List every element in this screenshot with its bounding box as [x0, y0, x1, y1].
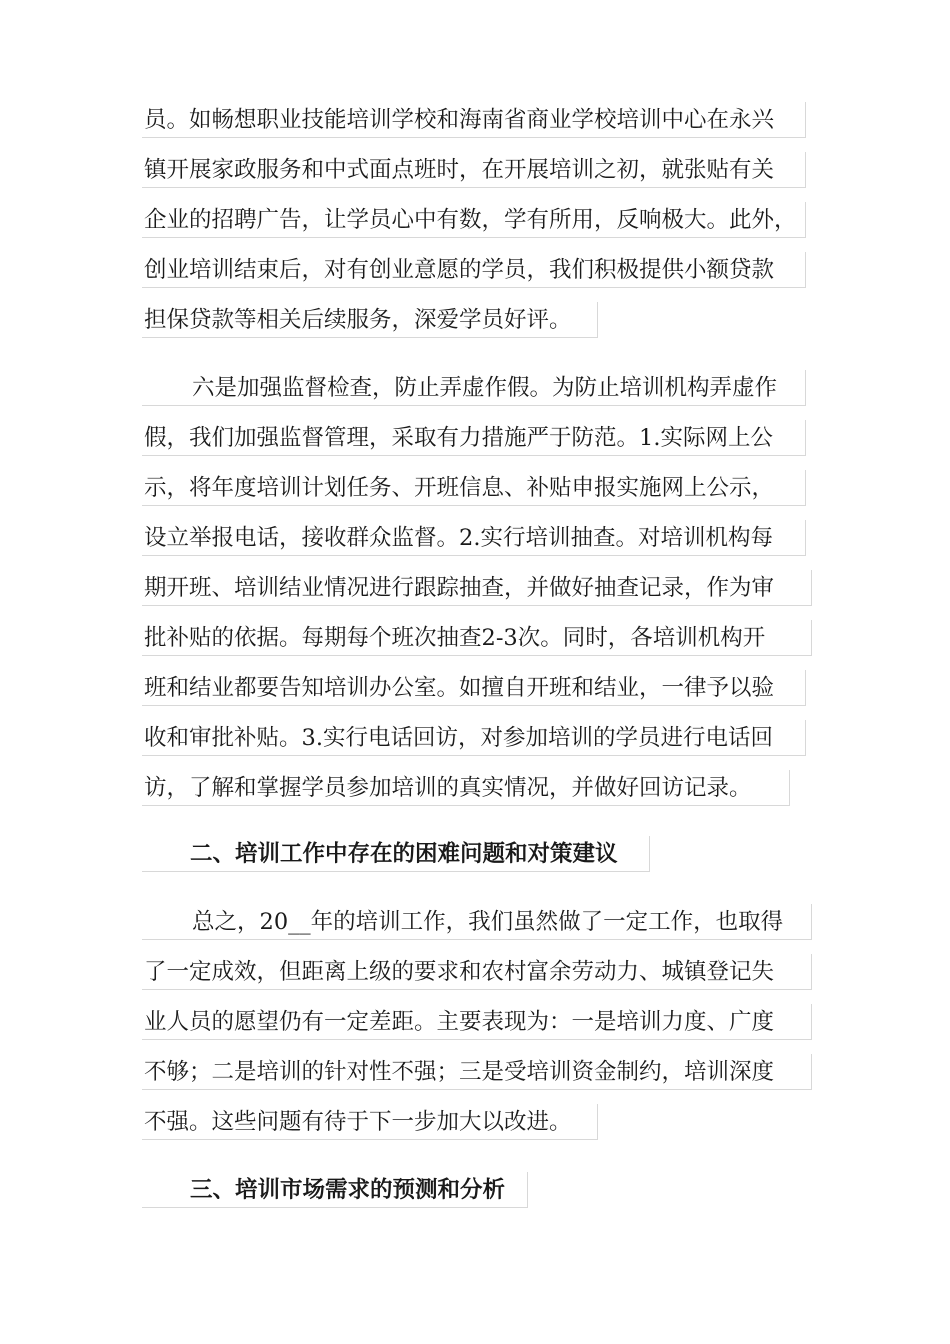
paragraph-3-line-5: 不强。这些问题有待于下一步加大以改进。 [142, 1104, 598, 1140]
paragraph-2-line-8: 收和审批补贴。3.实行电话回访，对参加培训的学员进行电话回 [142, 720, 806, 756]
section-heading-3: 三、培训市场需求的预测和分析 [142, 1172, 528, 1208]
paragraph-2-line-5: 期开班、培训结业情况进行跟踪抽查，并做好抽查记录，作为审 [142, 570, 812, 606]
paragraph-1-line-2: 镇开展家政服务和中式面点班时，在开展培训之初，就张贴有关 [142, 152, 806, 188]
paragraph-3-line-3: 业人员的愿望仍有一定差距。主要表现为：一是培训力度、广度 [142, 1004, 812, 1040]
paragraph-2-line-9: 访，了解和掌握学员参加培训的真实情况，并做好回访记录。 [142, 770, 790, 806]
paragraph-2-line-1: 六是加强监督检查，防止弄虚作假。为防止培训机构弄虚作 [142, 370, 806, 406]
section-heading-2: 二、培训工作中存在的困难问题和对策建议 [142, 836, 650, 872]
paragraph-1-line-5: 担保贷款等相关后续服务，深爱学员好评。 [142, 302, 598, 338]
paragraph-3-line-4: 不够；二是培训的针对性不强；三是受培训资金制约，培训深度 [142, 1054, 812, 1090]
paragraph-1-line-1: 员。如畅想职业技能培训学校和海南省商业学校培训中心在永兴 [142, 102, 806, 138]
paragraph-1-line-4: 创业培训结束后，对有创业意愿的学员，我们积极提供小额贷款 [142, 252, 806, 288]
paragraph-2-line-6: 批补贴的依据。每期每个班次抽查2-3次。同时，各培训机构开 [142, 620, 812, 656]
paragraph-2-line-2: 假，我们加强监督管理，采取有力措施严于防范。1.实际网上公 [142, 420, 806, 456]
paragraph-2-line-4: 设立举报电话，接收群众监督。2.实行培训抽查。对培训机构每 [142, 520, 806, 556]
paragraph-2-line-3: 示，将年度培训计划任务、开班信息、补贴申报实施网上公示， [142, 470, 806, 506]
paragraph-3-line-2: 了一定成效，但距离上级的要求和农村富余劳动力、城镇登记失 [142, 954, 812, 990]
paragraph-3-line-1: 总之，20__年的培训工作，我们虽然做了一定工作，也取得 [142, 904, 812, 940]
paragraph-1-line-3: 企业的招聘广告，让学员心中有数，学有所用，反响极大。此外， [142, 202, 806, 238]
paragraph-2-line-7: 班和结业都要告知培训办公室。如擅自开班和结业，一律予以验 [142, 670, 806, 706]
